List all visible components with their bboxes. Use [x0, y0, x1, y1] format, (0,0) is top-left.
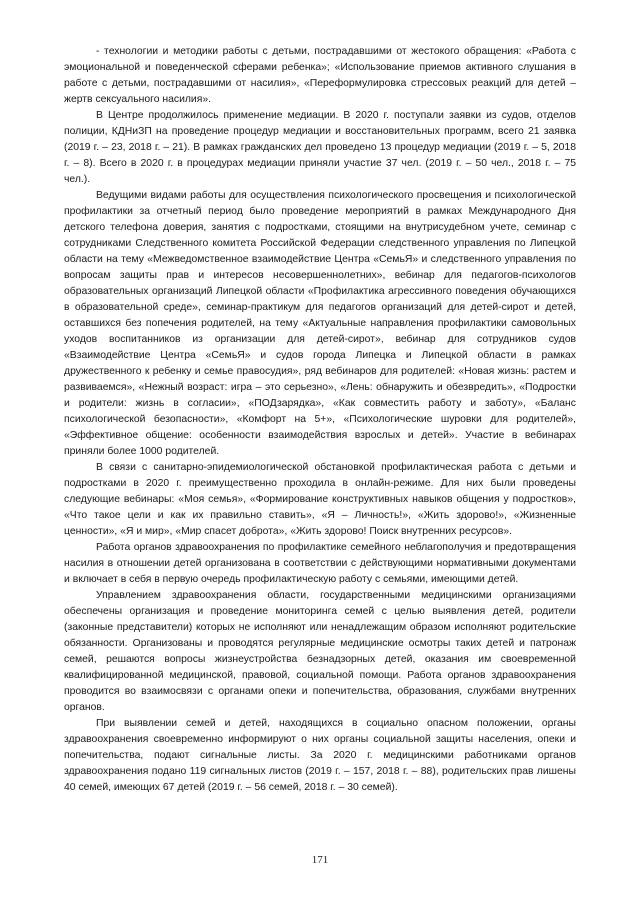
paragraph-online-webinars: В связи с санитарно-эпидемиологической обстановкой профилактическая работа с детьми и подростками в 2020 г. преимущественно проходила в онлайн-режиме. Для них были проведены следующие вебинары: «Моя семья», «Формирование конструктивных навыков общения у подростков», «Что такое цели и как их правильно ставить», «Я – Личность!», «Жить здорово!», «Жизненные ценности», «Я и мир», «Мир спасет доброта», «Жить здорово! Поиск внутренних ресурсов».: [64, 462, 576, 537]
paragraph-training-topics: - технологии и методики работы с детьми, пострадавшими от жестокого обращения: «Работа с эмоциональной и поведенческой сферами ребенка»; «Использование приемов активного слушания в работе с детьми, пострадавшими от насилия», «Переформулировка стрессовых реакций для детей – жертв сексуального насилия».: [64, 46, 576, 105]
page-number: 171: [311, 854, 329, 866]
body-text: [64, 44, 576, 796]
paragraph-mediation: В Центре продолжилось применение медиации. В 2020 г. поступали заявки из судов, отделов полиции, КДНиЗП на проведение процедур медиации и восстановительных программ, всего 21 заявка (2019 г. – 23, 2018 г. – 21). В рамках гражданских дел проведено 13 процедур медиации (2019 г. – 5, 2018 г. – 8). Всего в 2020 г. в процедурах медиации приняли участие 37 чел. (2019 г. – 50 чел., 2018 г. – 75 чел.).: [64, 110, 576, 185]
paragraph-psych-education: Ведущими видами работы для осуществления психологического просвещения и психологической профилактики за отчетный период было проведение мероприятий в рамках Международного Дня детского телефона доверия, занятия с подростками, стоящими на внутрисудебном учете, семинар с сотрудниками Следственного комитета Российской Федерации следственного управления по Липецкой области на тему «Межведомственное взаимодействие Центра «СемьЯ» и следственного управления по вопросам защиты прав и интересов несовершеннолетних», вебинар для педагогов-психологов образовательных организаций Липецкой области «Профилактика агрессивного поведения обучающихся в образовательной среде», семинар-практикум для педагогов организаций для детей-сирот и детей, оставшихся без попечения родителей, на тему «Актуальные направления профилактики самовольных уходов воспитанников из организации для детей-сирот», вебинар для сотрудников судов «Взаимодействие Центра «СемьЯ» и судов города Липецка и Липецкой области в рамках дружественного к ребенку и семье правосудия», ряд вебинаров для родителей: «Новая жизнь: растем и развиваемся», «Нежный возраст: игра – это серьезно», «Лень: обнаружить и обезвредить», «Подростки и родители: жизнь в согласии», «ПОДзарядка», «Как совместить работу и заботу», «Баланс психологической безопасности», «Комфорт на 5+», «Психологические шуровки для родителей», «Эффективное общение: особенности взаимодействия взрослых и детей». Участие в вебинарах приняли более 1000 родителей.: [64, 190, 576, 457]
paragraph-signal-sheets: При выявлении семей и детей, находящихся в социально опасном положении, органы здравоохранения своевременно информируют о них органы социальной защиты населения, опеки и попечительства, подают сигнальные листы. За 2020 г. медицинскими работниками органов здравоохранения подано 119 сигнальных листов (2019 г. – 157, 2018 г. – 88), родительских прав лишены 40 семей, имеющих 67 детей (2019 г. – 56 семей, 2018 г. – 30 семей).: [64, 718, 576, 793]
paragraph-healthcare-monitoring: Управлением здравоохранения области, государственными медицинскими организациями обеспечены организация и проведение мониторинга семей с целью выявления детей, родители (законные представители) которых не исполняют или ненадлежащим образом исполняют родительские обязанности. Организованы и проводятся регулярные медицинские осмотры таких детей и патронаж семей, решаются вопросы жизнеустройства безнадзорных детей, оказания им своевременной квалифицированной медицинской, правовой, социальной помощи. Работа органов здравоохранения проводится во взаимосвязи с органами опеки и попечительства, образования, службами внутренних органов.: [64, 590, 576, 713]
paragraph-healthcare-prevention: Работа органов здравоохранения по профилактике семейного неблагополучия и предотвращения насилия в отношении детей организована в соответствии с действующими нормативными документами и включает в себя в первую очередь профилактическую работу с семьями, имеющими детей.: [64, 542, 576, 585]
